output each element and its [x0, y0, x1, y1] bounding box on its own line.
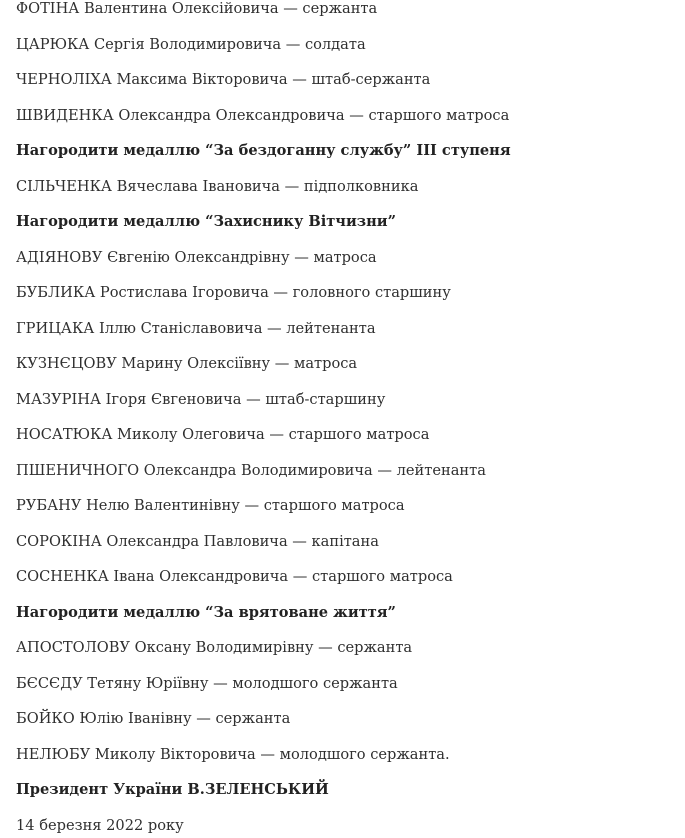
award-section-heading: Нагородити медаллю “За врятоване життя” — [16, 603, 396, 621]
signature-line: Президент України В.ЗЕЛЕНСЬКИЙ — [16, 781, 329, 798]
award-entry: ГРИЦАКА Іллю Станіславовича — лейтенанта — [16, 319, 376, 337]
award-entry: АПОСТОЛОВУ Оксану Володимирівну — сержанта — [16, 639, 413, 656]
award-entry: ЦАРЮКА Сергія Володимировича — солдата — [16, 35, 366, 53]
award-entry: БУБЛИКА Ростислава Ігоровича — головного старшину — [16, 284, 451, 301]
award-entry: БОЙКО Юлію Іванівну — сержанта — [16, 710, 291, 727]
award-entry: ПШЕНИЧНОГО Олександра Володимировича — лейтенанта — [16, 461, 486, 479]
award-entry: КУЗНЄЦОВУ Марину Олексіївну — матроса — [16, 355, 358, 372]
award-entry: АДІЯНОВУ Євгенію Олександрівну — матроса — [16, 248, 377, 266]
award-section-heading: Нагородити медаллю “За бездоганну службу” ІІІ ступеня — [16, 142, 511, 159]
award-entry: СІЛЬЧЕНКА Вячеслава Івановича — підполковника — [16, 177, 419, 195]
award-entry: СОРОКІНА Олександра Павловича — капітана — [16, 532, 379, 550]
award-entry: НОСАТЮКА Миколу Олеговича — старшого матроса — [16, 426, 430, 443]
award-entry: ФОТІНА Валентина Олексійовича — сержанта — [16, 0, 378, 17]
award-entry: НЕЛЮБУ Миколу Вікторовича — молодшого сержанта. — [16, 745, 450, 763]
award-entry: РУБАНУ Нелю Валентинівну — старшого матроса — [16, 497, 405, 514]
award-section-heading: Нагородити медаллю “Захиснику Вітчизни” — [16, 213, 397, 230]
award-entry: МАЗУРІНА Ігоря Євгеновича — штаб-старшину — [16, 390, 386, 408]
document-date: 14 березня 2022 року — [16, 816, 184, 834]
award-entry: СОСНЕНКА Івана Олександровича — старшого матроса — [16, 568, 453, 585]
award-entry: БЄСЄДУ Тетяну Юріївну — молодшого сержанта — [16, 674, 398, 692]
award-entry: ЧЕРНОЛІХА Максима Вікторовича — штаб-сержанта — [16, 71, 431, 88]
award-entry: ШВИДЕНКА Олександра Олександровича — старшого матроса — [16, 106, 510, 124]
